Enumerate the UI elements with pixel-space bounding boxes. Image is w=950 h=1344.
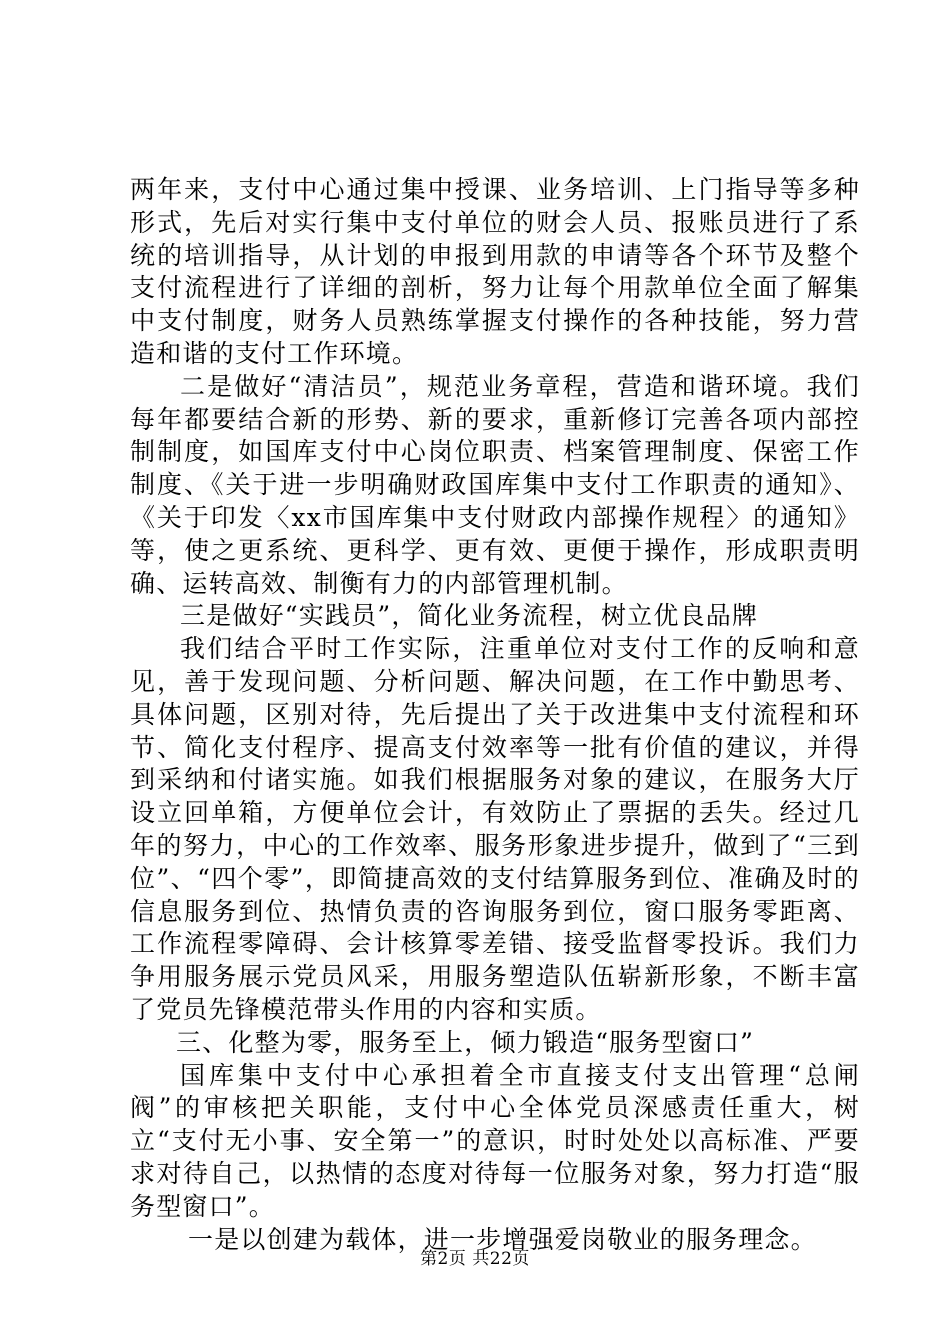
paragraph-cleaner: 二是做好“清洁员”，规范业务章程，营造和谐环境。我们每年都要结合新的形势、新的要求，重新修订完善各项内部控制制度，如国库支付中心岗位职责、档案管理制度、保密工作制度、《关于进一步明确财政国库集中支付工作职责的通知》、《关于印发〈xx市国库集中支付财政内部操作规程〉的通知》等，使之更系统、更科学、更有效、更便于操作，形成职责明确、运转高效、制衡有力的内部管理机制。 (130, 371, 860, 598)
paragraph-creation: 一是以创建为载体，进一步增强爱岗敬业的服务理念。 (188, 1224, 817, 1254)
paragraph-service: 国库集中支付中心承担着全市直接支付支出管理“总闸阀”的审核把关职能，支付中心全体党员深感责任重大，树立“支付无小事、安全第一”的意识，时时处处以高标准、严要求对待自己，以热情的态度对待每一位服务对象，努力打造“服务型窗口”。 (130, 1060, 860, 1221)
section-heading-service: 三、化整为零，服务至上，倾力锻造“服务型窗口” (176, 1027, 755, 1057)
paragraph-practice-heading: 三是做好“实践员”，简化业务流程，树立优良品牌 (180, 601, 759, 631)
paragraph-practice: 我们结合平时工作实际，注重单位对支付工作的反响和意见，善于发现问题、分析问题、解决问题，在工作中勤思考、具体问题，区别对待，先后提出了关于改进集中支付流程和环节、简化支付程序、提高支付效率等一批有价值的建议，并得到采纳和付诸实施。如我们根据服务对象的建议，在服务大厅设立回单箱，方便单位会计，有效防止了票据的丢失。经过几年的努力，中心的工作效率、服务形象进步提升，做到了“三到位”、“四个零”，即简捷高效的支付结算服务到位、准确及时的信息服务到位、热情负责的咨询服务到位，窗口服务零距离、工作流程零障碍、会计核算零差错、接受监督零投诉。我们力争用服务展示党员风采，用服务塑造队伍崭新形象，不断丰富了党员先锋模范带头作用的内容和实质。 (130, 634, 860, 1024)
paragraph-training: 两年来，支付中心通过集中授课、业务培训、上门指导等多种形式，先后对实行集中支付单位的财会人员、报账员进行了系统的培训指导，从计划的申报到用款的申请等各个环节及整个支付流程进行了详细的剖析，努力让每个用款单位全面了解集中支付制度，财务人员熟练掌握支付操作的各种技能，努力营造和谐的支付工作环境。 (130, 175, 860, 368)
document-body (130, 174, 860, 1256)
page-number-footer: 第2页 共22页 (420, 1249, 530, 1269)
